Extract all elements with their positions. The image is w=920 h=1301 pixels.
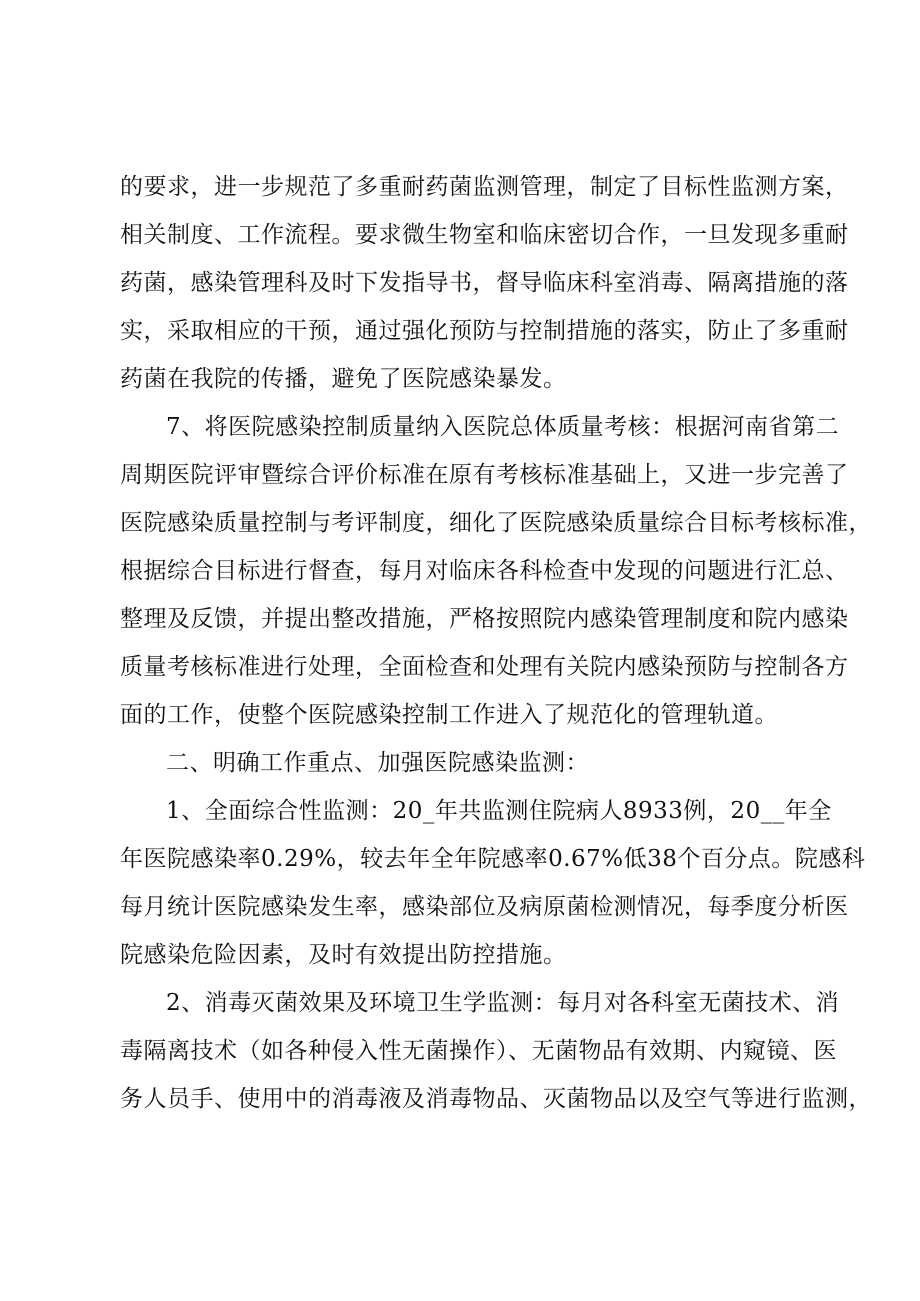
text-line-15: 年医院感染率0.29%，较去年全年院感率0.67%低38个百分点。院感科 bbox=[120, 846, 866, 872]
text-line-3: 药菌，感染管理科及时下发指导书，督导临床科室消毒、隔离措施的落 bbox=[120, 270, 849, 296]
text-line-9: 根据综合目标进行督查，每月对临床各科检查中发现的问题进行汇总、 bbox=[120, 558, 849, 584]
paragraph-1-heading-line: 1、全面综合性监测：20_年共监测住院病人8933例，20__年全 bbox=[166, 798, 832, 824]
text-line-10: 整理及反馈，并提出整改措施，严格按照院内感染管理制度和院内感染 bbox=[120, 606, 849, 632]
text-line-11: 质量考核标准进行处理，全面检查和处理有关院内感染预防与控制各方 bbox=[120, 654, 849, 680]
text-line-17: 院感染危险因素，及时有效提出防控措施。 bbox=[120, 942, 567, 968]
text-line-8: 医院感染质量控制与考评制度，细化了医院感染质量综合目标考核标准， bbox=[120, 510, 872, 536]
section-heading: 二、明确工作重点、加强医院感染监测： bbox=[166, 750, 589, 776]
text-line-20: 务人员手、使用中的消毒液及消毒物品、灭菌物品以及空气等进行监测， bbox=[120, 1086, 872, 1112]
text-line-12: 面的工作，使整个医院感染控制工作进入了规范化的管理轨道。 bbox=[120, 702, 778, 728]
text-line-4: 实，采取相应的干预，通过强化预防与控制措施的落实，防止了多重耐 bbox=[120, 318, 849, 344]
paragraph-7-heading-line: 7、将医院感染控制质量纳入医院总体质量考核：根据河南省第二 bbox=[166, 414, 840, 440]
text-line-5: 药菌在我院的传播，避免了医院感染暴发。 bbox=[120, 366, 567, 392]
text-line-1: 的要求，进一步规范了多重耐药菌监测管理，制定了目标性监测方案， bbox=[120, 174, 849, 200]
text-line-7: 周期医院评审暨综合评价标准在原有考核标准基础上，又进一步完善了 bbox=[120, 462, 849, 488]
text-line-2: 相关制度、工作流程。要求微生物室和临床密切合作，一旦发现多重耐 bbox=[120, 222, 849, 248]
paragraph-2-heading-line: 2、消毒灭菌效果及环境卫生学监测：每月对各科室无菌技术、消 bbox=[166, 990, 840, 1016]
text-line-16: 每月统计医院感染发生率，感染部位及病原菌检测情况，每季度分析医 bbox=[120, 894, 849, 920]
text-line-19: 毒隔离技术（如各种侵入性无菌操作）、无菌物品有效期、内窥镜、医 bbox=[120, 1038, 837, 1064]
